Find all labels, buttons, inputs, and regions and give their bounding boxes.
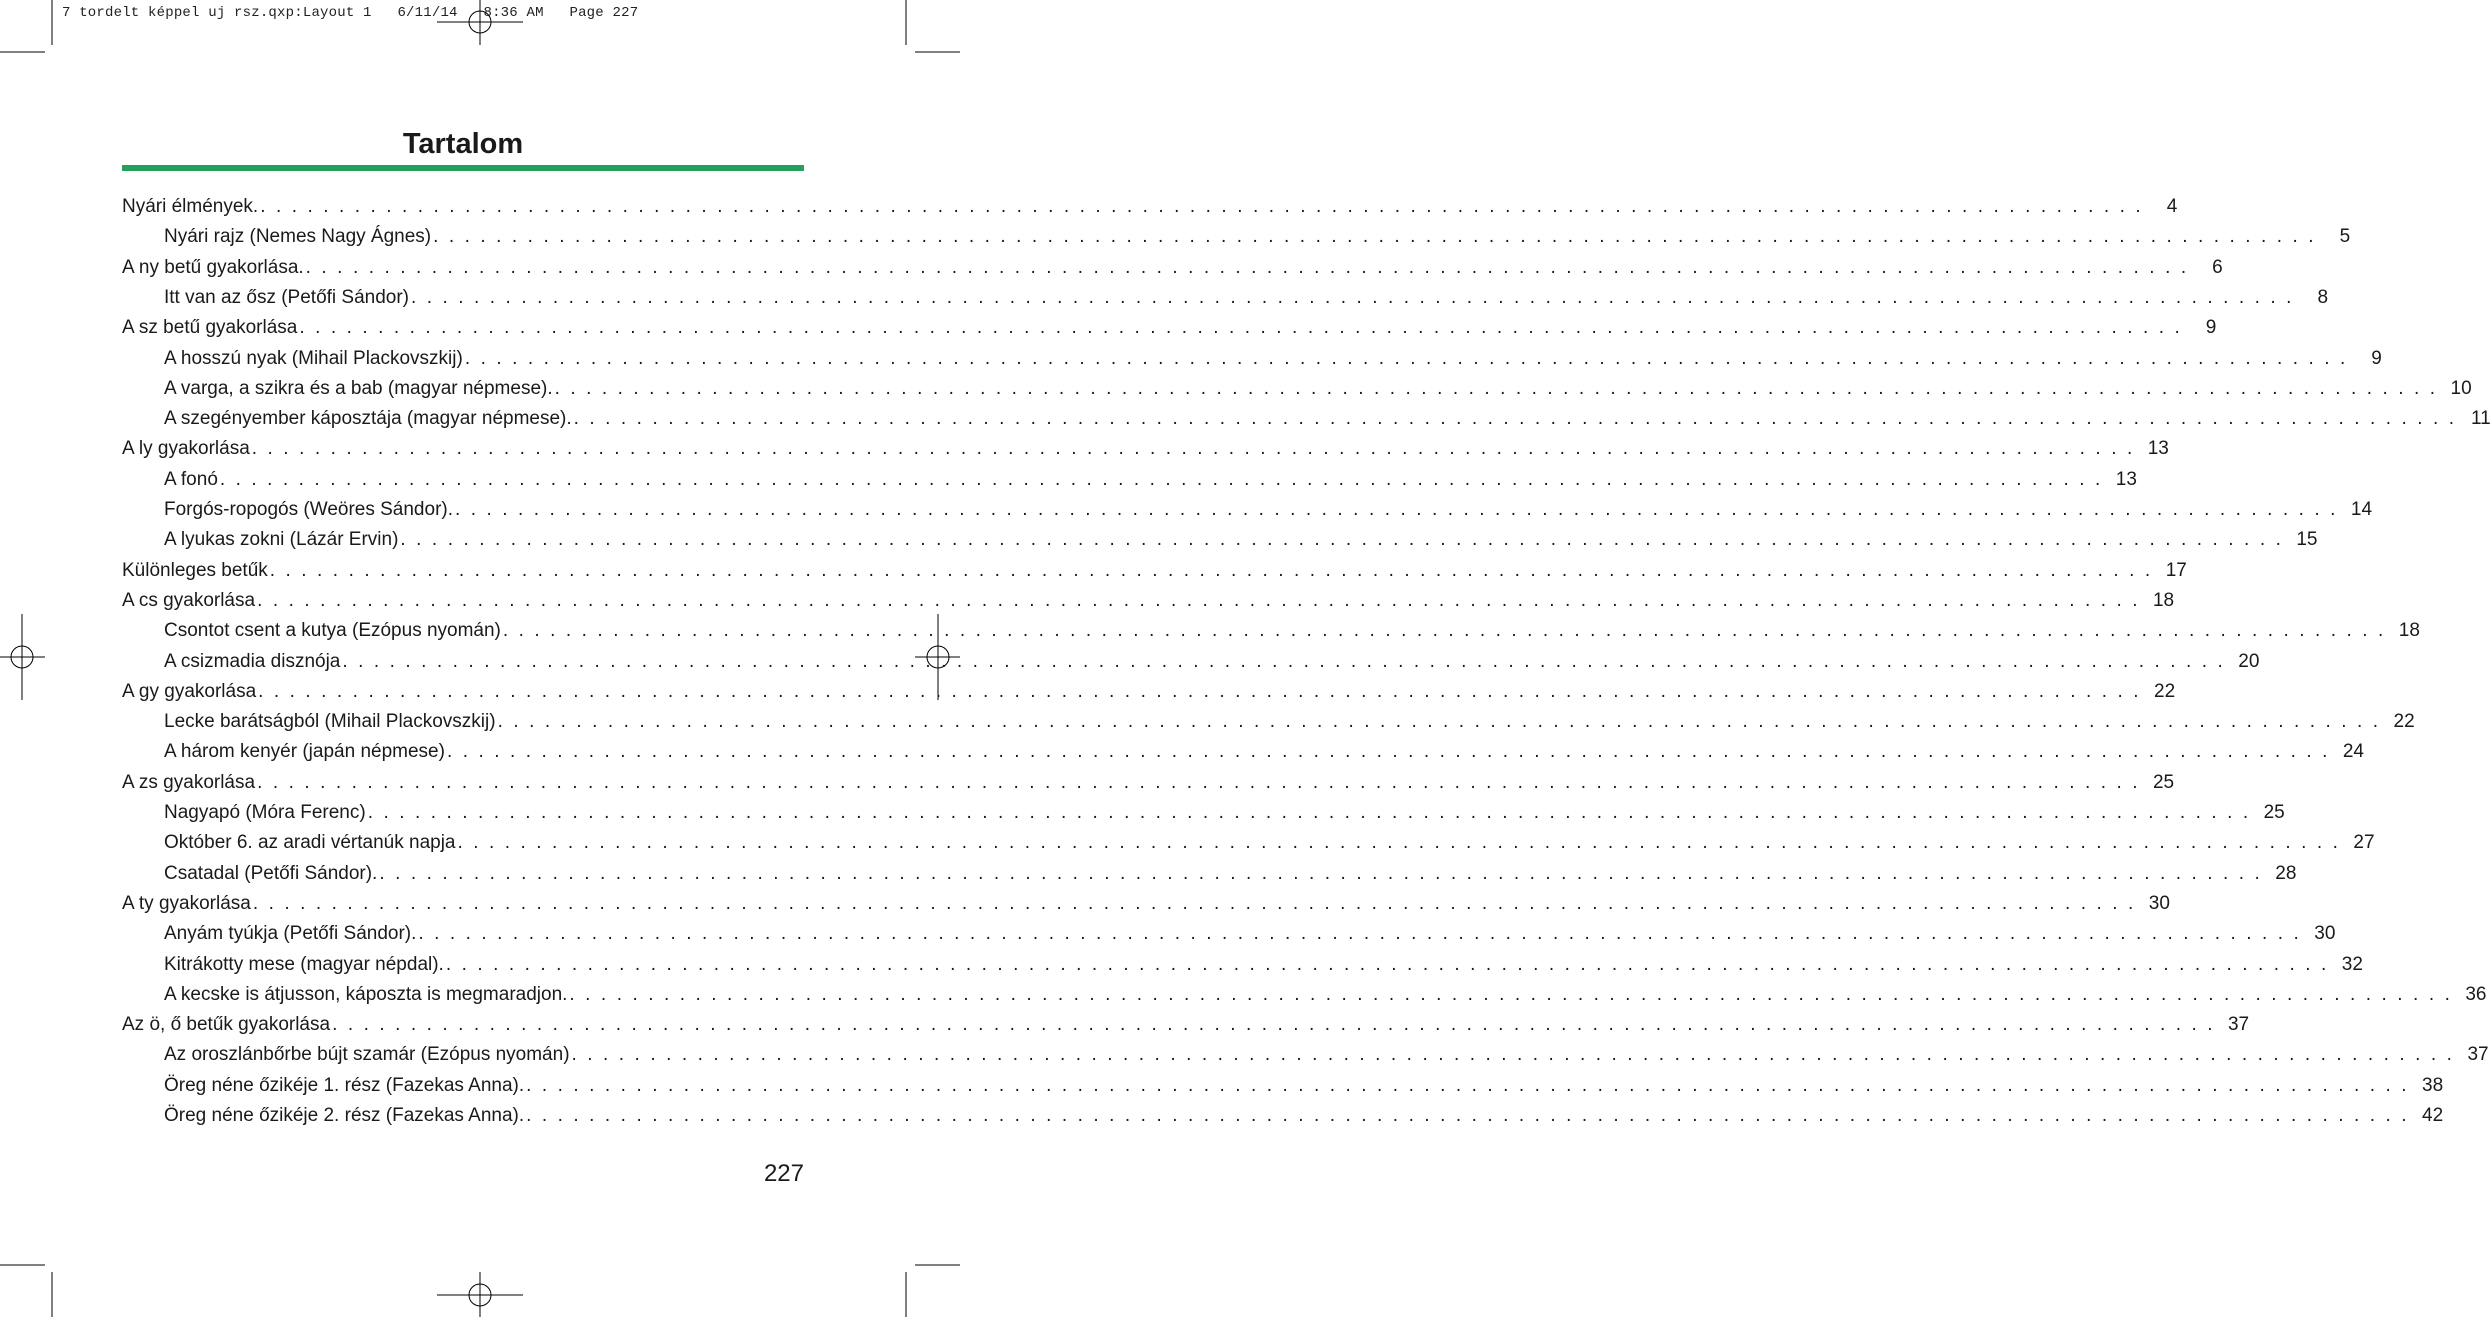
toc-entry-page: 32 [2341, 953, 2363, 975]
toc-entry-page: 18 [2398, 620, 2420, 642]
toc-entry-page: 13 [2115, 468, 2137, 490]
toc-dot-leader: . . . . . . . . . . . . . . . . . . . . . . . . . . . . . . . . . . . . . . . . . . . . . . . . . . . . . . . . . . . . . . . . . . . . . . . . . . . . . . . . . . . . . . . . . . . . . . . . . . . . . . . . . . . . . . . . . . . . . . . . [379, 862, 2263, 884]
toc-dot-leader: . . . . . . . . . . . . . . . . . . . . . . . . . . . . . . . . . . . . . . . . . . . . . . . . . . . . . . . . . . . . . . . . . . . . . . . . . . . . . . . . . . . . . . . . . . . . . . . . . . . . . . . . . . . . . . . . . . . . . . . . [251, 438, 2135, 460]
toc-entry [164, 859, 2297, 889]
toc-entry [122, 192, 2178, 222]
toc-entry [164, 950, 2363, 980]
toc-entry [164, 495, 2373, 525]
toc-entry-title: A szegényember káposztája (magyar népmese). [164, 408, 572, 430]
toc-dot-leader: . . . . . . . . . . . . . . . . . . . . . . . . . . . . . . . . . . . . . . . . . . . . . . . . . . . . . . . . . . . . . . . . . . . . . . . . . . . . . . . . . . . . . . . . . . . . . . . . . . . . . . . . . . . . . . . . . . . . . . . . [411, 286, 2295, 308]
toc-entry [122, 556, 2187, 586]
toc-entry-page: 37 [2467, 1044, 2489, 1066]
toc-entry-page: 14 [2350, 499, 2373, 520]
toc-dot-leader: . . . . . . . . . . . . . . . . . . . . . . . . . . . . . . . . . . . . . . . . . . . . . . . . . . . . . . . . . . . . . . . . . . . . . . . . . . . . . . . . . . . . . . . . . . . . . . . . . . . . . . . . . . . . . . . . . . . . . . . . [400, 529, 2284, 551]
toc-entry-page: 30 [2148, 892, 2170, 914]
toc-entry-page: 24 [2342, 741, 2364, 763]
toc-entry [164, 222, 2351, 252]
toc-entry [122, 768, 2175, 798]
toc-entry-title: Nagyapó (Móra Ferenc) [164, 802, 366, 823]
toc-entry-page: 30 [2314, 923, 2336, 945]
toc-entry [122, 434, 2169, 464]
toc-dot-leader: . . . . . . . . . . . . . . . . . . . . . . . . . . . . . . . . . . . . . . . . . . . . . . . . . . . . . . . . . . . . . . . . . . . . . . . . . . . . . . . . . . . . . . . . . . . . . . . . . . . . . . . . . . . . . . . . . . . . . . . . [260, 196, 2144, 217]
toc-dot-leader: . . . . . . . . . . . . . . . . . . . . . . . . . . . . . . . . . . . . . . . . . . . . . . . . . . . . . . . . . . . . . . . . . . . . . . . . . . . . . . . . . . . . . . . . . . . . . . . . . . . . . . . . . . . . . . . . . . . . . . . . [455, 499, 2339, 520]
toc-dot-leader: . . . . . . . . . . . . . . . . . . . . . . . . . . . . . . . . . . . . . . . . . . . . . . . . . . . . . . . . . . . . . . . . . . . . . . . . . . . . . . . . . . . . . . . . . . . . . . . . . . . . . . . . . . . . . . . . . . . . . . . . [299, 317, 2183, 339]
toc-entry [122, 889, 2170, 919]
toc-entry [164, 404, 2491, 434]
toc-entry-page: 37 [2227, 1014, 2250, 1036]
toc-entry [164, 707, 2415, 737]
toc-entry-title: A csizmadia disznója [164, 650, 341, 672]
toc-entry-title: Október 6. az aradi vértanúk napja [164, 832, 456, 854]
toc-entry-title: Kitrákotty mese (magyar népdal). [164, 953, 444, 975]
toc-entry-page: 5 [2339, 226, 2351, 248]
toc-dot-leader: . . . . . . . . . . . . . . . . . . . . . . . . . . . . . . . . . . . . . . . . . . . . . . . . . . . . . . . . . . . . . . . . . . . . . . . . . . . . . . . . . . . . . . . . . . . . . . . . . . . . . . . . . . . . . . . . . . . . . . . . [526, 1105, 2410, 1126]
toc-dot-leader: . . . . . . . . . . . . . . . . . . . . . . . . . . . . . . . . . . . . . . . . . . . . . . . . . . . . . . . . . . . . . . . . . . . . . . . . . . . . . . . . . . . . . . . . . . . . . . . . . . . . . . . . . . . . . . . . . . . . . . . . [457, 832, 2341, 854]
toc-entry-title: Öreg néne őzikéje 1. rész (Fazekas Anna). [164, 1074, 525, 1096]
toc-dot-leader: . . . . . . . . . . . . . . . . . . . . . . . . . . . . . . . . . . . . . . . . . . . . . . . . . . . . . . . . . . . . . . . . . . . . . . . . . . . . . . . . . . . . . . . . . . . . . . . . . . . . . . . . . . . . . . . . . . . . . . . . [446, 741, 2330, 763]
toc-entry [164, 1071, 2444, 1101]
toc-entry [164, 465, 2137, 495]
toc-entry-title: A sz betű gyakorlása [122, 317, 298, 339]
toc-dot-leader: . . . . . . . . . . . . . . . . . . . . . . . . . . . . . . . . . . . . . . . . . . . . . . . . . . . . . . . . . . . . . . . . . . . . . . . . . . . . . . . . . . . . . . . . . . . . . . . . . . . . . . . . . . . . . . . . . . . . . . . . [433, 226, 2317, 248]
print-slug: 7 tordelt képpel uj rsz.qxp:Layout 1 6/11/14 8:36 AM Page 227 [62, 5, 639, 21]
toc-entry [164, 525, 2318, 555]
toc-dot-leader: . . . . . . . . . . . . . . . . . . . . . . . . . . . . . . . . . . . . . . . . . . . . . . . . . . . . . . . . . . . . . . . . . . . . . . . . . . . . . . . . . . . . . . . . . . . . . . . . . . . . . . . . . . . . . . . . . . . . . . . . [305, 256, 2189, 278]
toc-dot-leader: . . . . . . . . . . . . . . . . . . . . . . . . . . . . . . . . . . . . . . . . . . . . . . . . . . . . . . . . . . . . . . . . . . . . . . . . . . . . . . . . . . . . . . . . . . . . . . . . . . . . . . . . . . . . . . . . . . . . . . . . [571, 1044, 2455, 1066]
toc-entry [122, 313, 2217, 343]
toc-entry [164, 344, 2382, 374]
toc-dot-leader: . . . . . . . . . . . . . . . . . . . . . . . . . . . . . . . . . . . . . . . . . . . . . . . . . . . . . . . . . . . . . . . . . . . . . . . . . . . . . . . . . . . . . . . . . . . . . . . . . . . . . . . . . . . . . . . . . . . . . . . . [269, 559, 2153, 581]
toc-entry-title: Nyári élmények. [122, 196, 259, 217]
toc-dot-leader: . . . . . . . . . . . . . . . . . . . . . . . . . . . . . . . . . . . . . . . . . . . . . . . . . . . . . . . . . . . . . . . . . . . . . . . . . . . . . . . . . . . . . . . . . . . . . . . . . . . . . . . . . . . . . . . . . . . . . . . . [257, 589, 2141, 611]
toc-entry-page: 38 [2422, 1074, 2444, 1096]
toc-entry-page: 4 [2166, 196, 2178, 217]
toc-entry-page: 9 [2371, 347, 2382, 369]
toc-entry-title: A gy gyakorlása [122, 680, 257, 702]
toc-dot-leader: . . . . . . . . . . . . . . . . . . . . . . . . . . . . . . . . . . . . . . . . . . . . . . . . . . . . . . . . . . . . . . . . . . . . . . . . . . . . . . . . . . . . . . . . . . . . . . . . . . . . . . . . . . . . . . . . . . . . . . . . [445, 953, 2329, 975]
toc-entry [164, 798, 2285, 828]
toc-entry-title: Anyám tyúkja (Petőfi Sándor). [164, 923, 417, 945]
toc-dot-leader: . . . . . . . . . . . . . . . . . . . . . . . . . . . . . . . . . . . . . . . . . . . . . . . . . . . . . . . . . . . . . . . . . . . . . . . . . . . . . . . . . . . . . . . . . . . . . . . . . . . . . . . . . . . . . . . . . . . . . . . . [342, 650, 2226, 672]
toc-entry-title: A ny betű gyakorlása. [122, 256, 304, 278]
toc-entry-page: 36 [2465, 983, 2487, 1005]
toc-entry [122, 253, 2223, 283]
toc-entry [122, 677, 2176, 707]
toc-dot-leader: . . . . . . . . . . . . . . . . . . . . . . . . . . . . . . . . . . . . . . . . . . . . . . . . . . . . . . . . . . . . . . . . . . . . . . . . . . . . . . . . . . . . . . . . . . . . . . . . . . . . . . . . . . . . . . . . . . . . . . . . [464, 347, 2348, 369]
toc-entry-page: 6 [2212, 256, 2223, 278]
toc-entry-page: 25 [2263, 802, 2285, 823]
toc-dot-leader: . . . . . . . . . . . . . . . . . . . . . . . . . . . . . . . . . . . . . . . . . . . . . . . . . . . . . . . . . . . . . . . . . . . . . . . . . . . . . . . . . . . . . . . . . . . . . . . . . . . . . . . . . . . . . . . . . . . . . . . . [252, 892, 2136, 914]
toc-entry-title: A zs gyakorlása [122, 771, 256, 793]
toc-entry-title: A három kenyér (japán népmese) [164, 741, 445, 763]
toc-entry [164, 374, 2472, 404]
toc-entry-title: Nyári rajz (Nemes Nagy Ágnes) [164, 226, 432, 248]
toc-dot-leader: . . . . . . . . . . . . . . . . . . . . . . . . . . . . . . . . . . . . . . . . . . . . . . . . . . . . . . . . . . . . . . . . . . . . . . . . . . . . . . . . . . . . . . . . . . . . . . . . . . . . . . . . . . . . . . . . . . . . . . . . [573, 408, 2457, 430]
toc-entry-page: 13 [2147, 438, 2169, 460]
toc-dot-leader: . . . . . . . . . . . . . . . . . . . . . . . . . . . . . . . . . . . . . . . . . . . . . . . . . . . . . . . . . . . . . . . . . . . . . . . . . . . . . . . . . . . . . . . . . . . . . . . . . . . . . . . . . . . . . . . . . . . . . . . . [257, 771, 2141, 793]
toc-dot-leader: . . . . . . . . . . . . . . . . . . . . . . . . . . . . . . . . . . . . . . . . . . . . . . . . . . . . . . . . . . . . . . . . . . . . . . . . . . . . . . . . . . . . . . . . . . . . . . . . . . . . . . . . . . . . . . . . . . . . . . . . [569, 983, 2453, 1005]
toc-entry-page: 25 [2152, 771, 2175, 793]
toc-entry [122, 1010, 2250, 1040]
toc-dot-leader: . . . . . . . . . . . . . . . . . . . . . . . . . . . . . . . . . . . . . . . . . . . . . . . . . . . . . . . . . . . . . . . . . . . . . . . . . . . . . . . . . . . . . . . . . . . . . . . . . . . . . . . . . . . . . . . . . . . . . . . . [219, 468, 2103, 490]
toc-entry [122, 586, 2175, 616]
toc-entry-title: Csatadal (Petőfi Sándor). [164, 862, 378, 884]
toc-entry [164, 1040, 2489, 1070]
toc-dot-leader: . . . . . . . . . . . . . . . . . . . . . . . . . . . . . . . . . . . . . . . . . . . . . . . . . . . . . . . . . . . . . . . . . . . . . . . . . . . . . . . . . . . . . . . . . . . . . . . . . . . . . . . . . . . . . . . . . . . . . . . . [526, 1074, 2410, 1096]
toc-entry-page: 27 [2353, 832, 2375, 854]
toc-entry-page: 10 [2450, 377, 2472, 399]
toc-dot-leader: . . . . . . . . . . . . . . . . . . . . . . . . . . . . . . . . . . . . . . . . . . . . . . . . . . . . . . . . . . . . . . . . . . . . . . . . . . . . . . . . . . . . . . . . . . . . . . . . . . . . . . . . . . . . . . . . . . . . . . . . [258, 680, 2142, 702]
toc-entry-page: 18 [2152, 589, 2175, 611]
toc-entry-page: 8 [2317, 286, 2329, 308]
toc-entry [164, 737, 2364, 767]
toc-entry-title: Az oroszlánbőrbe bújt szamár (Ezópus nyomán) [164, 1044, 570, 1066]
toc-entry [164, 828, 2375, 858]
toc-entry-title: Különleges betűk [122, 559, 268, 581]
toc-dot-leader: . . . . . . . . . . . . . . . . . . . . . . . . . . . . . . . . . . . . . . . . . . . . . . . . . . . . . . . . . . . . . . . . . . . . . . . . . . . . . . . . . . . . . . . . . . . . . . . . . . . . . . . . . . . . . . . . . . . . . . . . [497, 711, 2381, 733]
toc-entry-page: 42 [2422, 1105, 2444, 1126]
toc-entry-title: Öreg néne őzikéje 2. rész (Fazekas Anna). [164, 1105, 525, 1126]
toc-entry-page: 11 [2470, 408, 2491, 430]
page-title: Tartalom [402, 128, 524, 160]
toc-dot-leader: . . . . . . . . . . . . . . . . . . . . . . . . . . . . . . . . . . . . . . . . . . . . . . . . . . . . . . . . . . . . . . . . . . . . . . . . . . . . . . . . . . . . . . . . . . . . . . . . . . . . . . . . . . . . . . . . . . . . . . . . [502, 620, 2386, 642]
toc-entry-page: 15 [2296, 529, 2318, 551]
toc-entry-title: A varga, a szikra és a bab (magyar népmese). [164, 377, 553, 399]
toc-dot-leader: . . . . . . . . . . . . . . . . . . . . . . . . . . . . . . . . . . . . . . . . . . . . . . . . . . . . . . . . . . . . . . . . . . . . . . . . . . . . . . . . . . . . . . . . . . . . . . . . . . . . . . . . . . . . . . . . . . . . . . . . [332, 1014, 2216, 1036]
toc-entry-title: A hosszú nyak (Mihail Plackovszkij) [164, 347, 463, 369]
page-number: 227 [763, 1160, 804, 1187]
toc-entry-title: Lecke barátságból (Mihail Plackovszkij) [164, 711, 496, 733]
toc-entry [164, 919, 2336, 949]
toc-entry-title: A ly gyakorlása [122, 438, 250, 460]
toc-entry-title: Forgós-ropogós (Weöres Sándor). [164, 499, 453, 520]
toc-entry-title: A kecske is átjusson, káposzta is megmaradjon. [164, 983, 568, 1005]
toc-entry [164, 1101, 2444, 1131]
toc-dot-leader: . . . . . . . . . . . . . . . . . . . . . . . . . . . . . . . . . . . . . . . . . . . . . . . . . . . . . . . . . . . . . . . . . . . . . . . . . . . . . . . . . . . . . . . . . . . . . . . . . . . . . . . . . . . . . . . . . . . . . . . . [418, 923, 2302, 945]
toc-entry [164, 647, 2260, 677]
toc-entry [164, 616, 2420, 646]
toc-entry-title: A lyukas zokni (Lázár Ervin) [164, 529, 399, 551]
toc-entry [164, 980, 2487, 1010]
toc-dot-leader: . . . . . . . . . . . . . . . . . . . . . . . . . . . . . . . . . . . . . . . . . . . . . . . . . . . . . . . . . . . . . . . . . . . . . . . . . . . . . . . . . . . . . . . . . . . . . . . . . . . . . . . . . . . . . . . . . . . . . . . . [367, 802, 2251, 823]
toc-entry-page: 22 [2154, 680, 2176, 702]
toc-entry-title: Az ö, ő betűk gyakorlása [122, 1014, 331, 1036]
toc-entry-title: A fonó [164, 468, 218, 490]
toc-entry-page: 20 [2238, 650, 2260, 672]
toc-entry-page: 22 [2393, 711, 2415, 733]
toc-entry [164, 283, 2329, 313]
toc-dot-leader: . . . . . . . . . . . . . . . . . . . . . . . . . . . . . . . . . . . . . . . . . . . . . . . . . . . . . . . . . . . . . . . . . . . . . . . . . . . . . . . . . . . . . . . . . . . . . . . . . . . . . . . . . . . . . . . . . . . . . . . . [554, 377, 2438, 399]
toc-entry-page: 17 [2165, 559, 2187, 581]
toc-entry-title: A cs gyakorlása [122, 589, 256, 611]
toc-entry-title: Csontot csent a kutya (Ezópus nyomán) [164, 620, 501, 642]
toc-entry-title: Itt van az ősz (Petőfi Sándor) [164, 286, 410, 308]
toc-entry-page: 9 [2205, 317, 2217, 339]
toc-entry-title: A ty gyakorlása [122, 892, 251, 914]
toc-entry-page: 28 [2275, 862, 2297, 884]
